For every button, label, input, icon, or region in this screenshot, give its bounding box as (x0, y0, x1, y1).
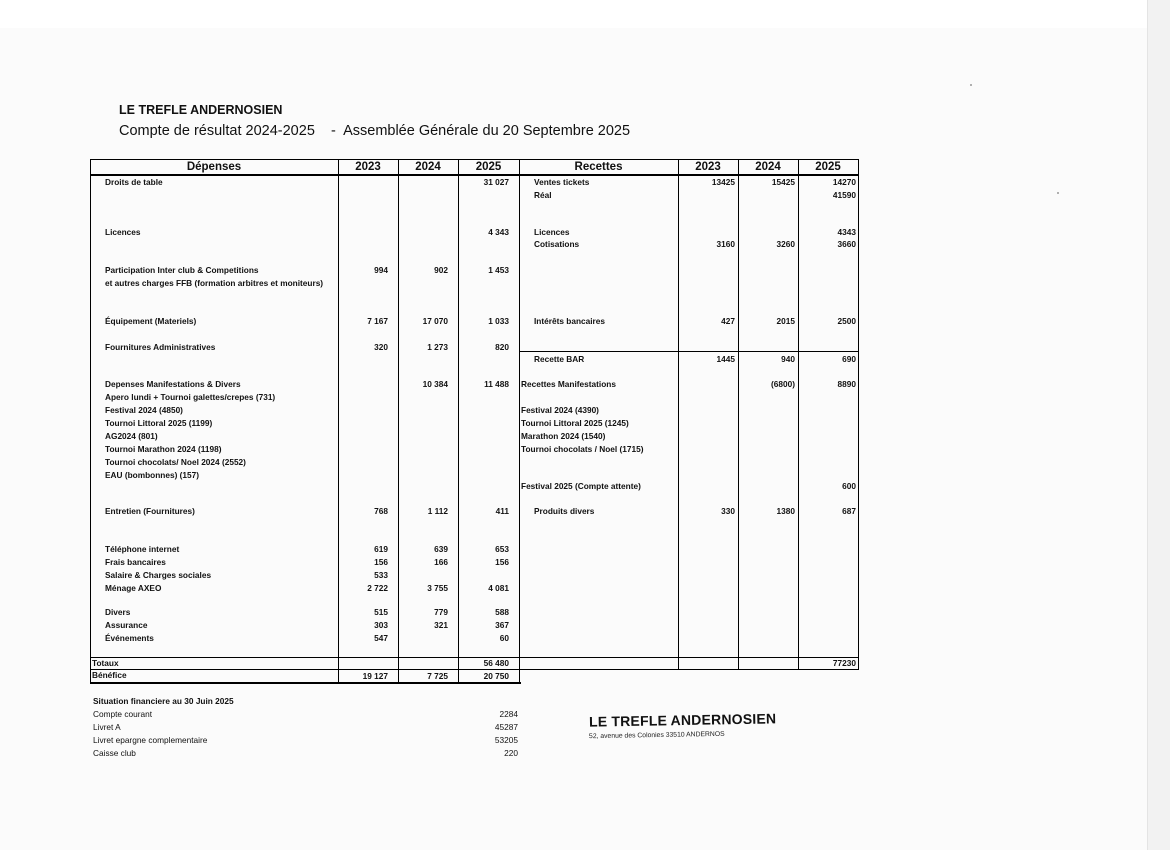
table-rule (519, 351, 859, 352)
recette-label: Tournoi Littoral 2025 (1245) (521, 418, 629, 428)
depense-2024: 779 (434, 607, 448, 617)
depense-label: Divers (105, 607, 131, 617)
depense-label: Fournitures Administratives (105, 342, 216, 352)
scan-right-edge (1148, 0, 1170, 850)
depense-2023: 994 (374, 265, 388, 275)
depense-2025: 4 343 (488, 227, 509, 237)
depense-2025: 653 (495, 544, 509, 554)
table-rule (519, 159, 520, 669)
depense-label: Frais bancaires (105, 557, 166, 567)
recette-2025: 8890 (837, 379, 856, 389)
depense-2025: 820 (495, 342, 509, 352)
recette-label: Recette BAR (534, 354, 585, 364)
recette-label: Festival 2024 (4390) (521, 405, 599, 415)
table-rule (90, 159, 91, 669)
depense-label: Droits de table (105, 177, 163, 187)
recette-2025: 690 (842, 354, 856, 364)
depense-2023: 303 (374, 620, 388, 630)
totaux-depenses-2025: 56 480 (483, 658, 509, 668)
benefice-2025: 20 750 (483, 671, 509, 681)
recette-2025: 4343 (837, 227, 856, 237)
depense-2024: 3 755 (427, 583, 448, 593)
recette-label: Intérêts bancaires (534, 316, 606, 326)
depense-2024: 1 273 (427, 342, 448, 352)
depense-label: Téléphone internet (105, 544, 180, 554)
situation-value: 220 (504, 748, 518, 758)
scan-speck (1057, 192, 1059, 194)
year-header: 2024 (755, 161, 781, 173)
depense-2024: 902 (434, 265, 448, 275)
situation-label: Livret epargne complementaire (93, 735, 208, 745)
recette-2023: 1445 (716, 354, 735, 364)
recette-2024: 3260 (776, 239, 795, 249)
depense-2024: 17 070 (422, 316, 448, 326)
depense-2025: 1 453 (488, 265, 509, 275)
situation-value: 2284 (499, 709, 518, 719)
depense-2025: 11 488 (484, 379, 509, 389)
organization-name: LE TREFLE ANDERNOSIEN (119, 103, 283, 117)
recette-label: Cotisations (534, 239, 580, 249)
depense-2025: 4 081 (488, 583, 509, 593)
depense-label: Tournoi Littoral 2025 (1199) (105, 418, 213, 428)
scan-top-edge (0, 0, 1170, 28)
depense-label: Apero lundi + Tournoi galettes/crepes (731) (105, 392, 276, 402)
recette-2025: 41590 (832, 190, 856, 200)
depense-2023: 2 722 (367, 583, 388, 593)
recette-2025: 687 (842, 506, 856, 516)
recettes-header: Recettes (574, 161, 623, 173)
recette-2024: 2015 (776, 316, 795, 326)
stamp-address: 52, avenue des Colonies 33510 ANDERNOS (588, 730, 725, 741)
table-rule (90, 669, 91, 683)
depense-label: et autres charges FFB (formation arbitres et moniteurs) (105, 278, 324, 288)
benefice-2024: 7 725 (427, 671, 448, 681)
recette-2024: 15425 (771, 177, 795, 187)
depense-label: Ménage AXEO (105, 583, 162, 593)
depense-2023: 619 (374, 544, 388, 554)
depense-label: Participation Inter club & Competitions (105, 265, 259, 275)
stamp-name: LE TREFLE ANDERNOSIEN (588, 710, 777, 730)
depense-label: EAU (bombonnes) (157) (105, 470, 200, 480)
depense-label: Événements (105, 633, 154, 643)
depense-2024: 1 112 (427, 506, 448, 516)
situation-label: Livret A (93, 722, 121, 732)
depense-2023: 533 (374, 570, 388, 580)
depense-label: Tournoi Marathon 2024 (1198) (105, 444, 222, 454)
depense-label: Assurance (105, 620, 148, 630)
depense-2024: 639 (434, 544, 448, 554)
recette-2024: 940 (781, 354, 795, 364)
recette-2025: 3660 (837, 239, 856, 249)
recette-label: Ventes tickets (534, 177, 590, 187)
depense-2025: 367 (495, 620, 509, 630)
document-title: Compte de résultat 2024-2025 - Assemblée Générale du 20 Septembre 2025 (119, 123, 631, 139)
table-rule (858, 159, 859, 669)
recette-2025: 2500 (837, 316, 856, 326)
depense-2024: 321 (434, 620, 448, 630)
recette-2023: 13425 (711, 177, 735, 187)
depense-label: Depenses Manifestations & Divers (105, 379, 241, 389)
depense-2023: 515 (374, 607, 388, 617)
recette-2024: (6800) (771, 379, 795, 389)
situation-label: Compte courant (93, 709, 153, 719)
recette-label: Festival 2025 (Compte attente) (521, 481, 641, 491)
depense-2025: 60 (499, 633, 509, 643)
depense-2023: 768 (374, 506, 388, 516)
recette-2023: 330 (721, 506, 735, 516)
situation-value: 45287 (494, 722, 518, 732)
totaux-label: Totaux (92, 658, 119, 668)
year-header: 2025 (815, 161, 841, 173)
situation-value: 53205 (494, 735, 518, 745)
depense-2024: 166 (434, 557, 448, 567)
depense-label: Salaire & Charges sociales (105, 570, 212, 580)
depense-label: Équipement (Materiels) (105, 316, 197, 326)
recette-2025: 600 (842, 481, 856, 491)
year-header: 2025 (475, 161, 502, 173)
benefice-2023: 19 127 (362, 671, 388, 681)
depense-2023: 547 (374, 633, 388, 643)
recette-label: Licences (534, 227, 570, 237)
depense-2025: 411 (495, 506, 509, 516)
recette-label: Réal (534, 190, 552, 200)
situation-title: Situation financiere au 30 Juin 2025 (93, 696, 234, 706)
recette-2025: 14270 (832, 177, 856, 187)
depense-2024: 10 384 (422, 379, 448, 389)
recette-label: Produits divers (534, 506, 595, 516)
depense-label: Entretien (Fournitures) (105, 506, 195, 516)
depense-2025: 1 033 (488, 316, 509, 326)
table-rule (90, 682, 521, 684)
recette-label: Tournoi chocolats / Noel (1715) (521, 444, 644, 454)
situation-label: Caisse club (93, 748, 136, 758)
table-rule (519, 669, 520, 683)
year-header: 2024 (415, 161, 441, 173)
depense-label: AG2024 (801) (105, 431, 158, 441)
depense-2023: 320 (374, 342, 388, 352)
depense-2023: 7 167 (367, 316, 388, 326)
depense-label: Tournoi chocolats/ Noel 2024 (2552) (105, 457, 246, 467)
recette-label: Recettes Manifestations (521, 379, 616, 389)
year-header: 2023 (355, 161, 381, 173)
scan-speck (970, 84, 972, 86)
recette-label: Marathon 2024 (1540) (521, 431, 606, 441)
depense-label: Festival 2024 (4850) (105, 405, 183, 415)
depense-2025: 31 027 (483, 177, 509, 187)
table-rule (738, 159, 739, 669)
recette-2024: 1380 (776, 506, 795, 516)
year-header: 2023 (695, 161, 721, 173)
depense-2025: 588 (495, 607, 509, 617)
depense-label: Licences (105, 227, 141, 237)
recette-2023: 427 (721, 316, 735, 326)
totaux-recettes-2025: 77230 (832, 658, 856, 668)
depenses-header: Dépenses (186, 161, 242, 173)
table-rule (678, 159, 679, 669)
recette-2023: 3160 (716, 239, 735, 249)
depense-2023: 156 (374, 557, 388, 567)
depense-2025: 156 (495, 557, 509, 567)
benefice-label: Bénéfice (92, 670, 127, 680)
